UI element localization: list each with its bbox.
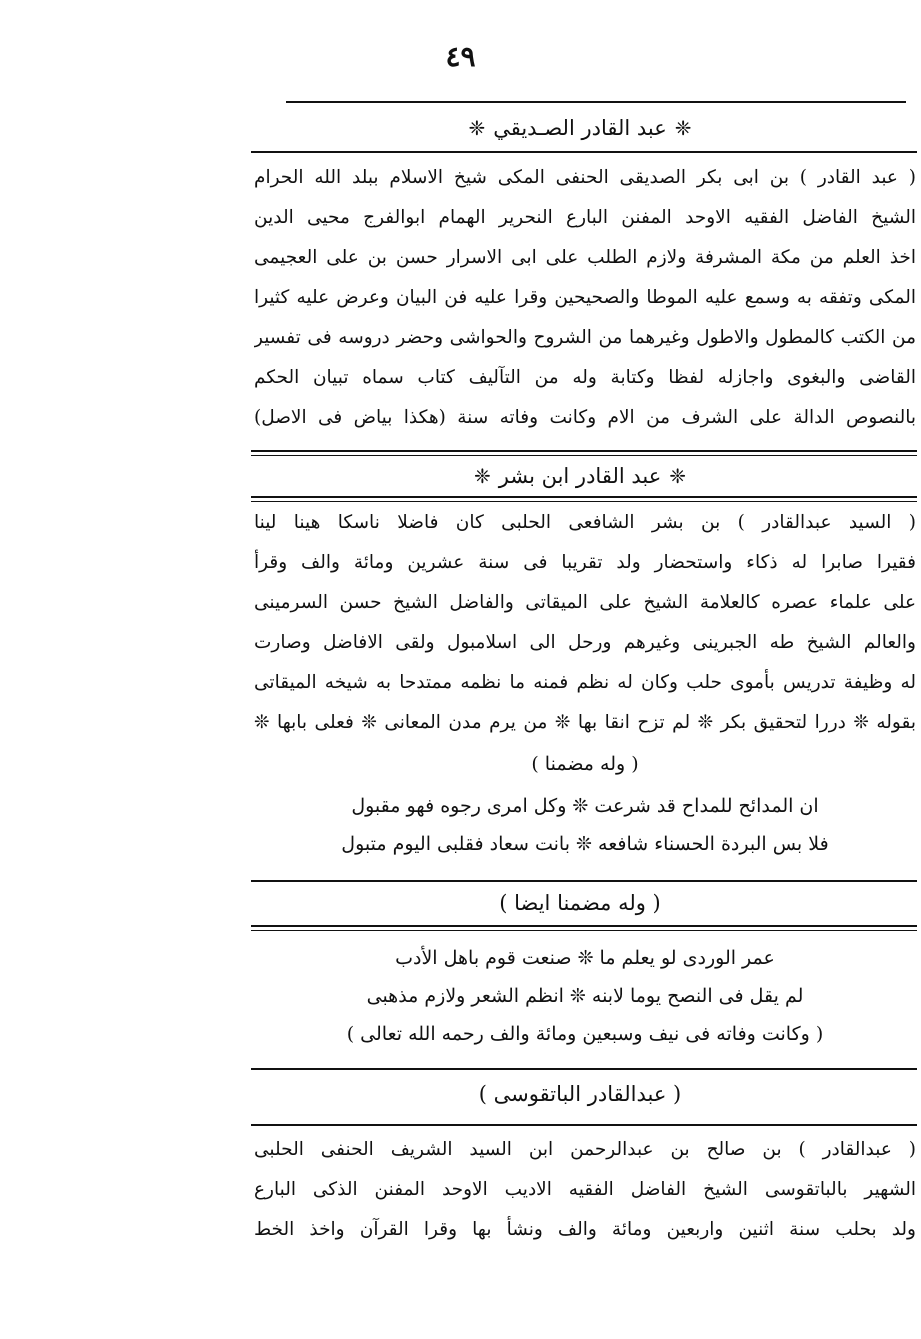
- poem-also-embedded: [254, 939, 916, 1053]
- heading-rule: [251, 925, 917, 927]
- text-line: ( عبدالقادر ) بن صالح بن عبدالرحمن ابن السيد الشريف الحنفى الحلبى: [254, 1139, 916, 1160]
- text-line: ( عبد القادر ) بن ابى بكر الصديقى الحنفى المكى شيخ الاسلام ببلد الله الحرام: [254, 167, 916, 188]
- text-line: بقوله ❊ دررا لتحقيق بكر ❊ لم تزح انقا بها ❊ من يرم مدن المعانى ❊ فعلى بابها ❊: [254, 712, 916, 733]
- biography-siddiqi: [254, 158, 916, 438]
- verse-line: عمر الوردى لو يعلم ما ❊ صنعت قوم باهل الأدب: [395, 947, 775, 969]
- section-rule: [251, 450, 917, 452]
- ornament-icon: ❈: [669, 464, 687, 488]
- ornament-icon: ❈: [473, 464, 491, 488]
- text-line: الشيخ الفاضل الفقيه الاوحد المفنن البارع النحرير الهمام ابوالفرج محيى الدين: [254, 207, 916, 228]
- text-line: الشهير بالباتقوسى الشيخ الفاضل الفقيه الاديب الاوحد المفنن الذكى البارع: [254, 1179, 916, 1200]
- text-line: بالنصوص الدالة على الشرف من الام وكانت وفاته سنة (هكذا بياض فى الاصل): [254, 407, 916, 428]
- biography-ibn-bishr: [254, 503, 916, 743]
- section-rule: [251, 455, 917, 456]
- heading-rule: [251, 1124, 917, 1126]
- poem-ibn-bishr: [254, 787, 916, 863]
- heading-text: ( وله مضمنا ايضا ): [499, 891, 661, 915]
- page-number: ٤٩: [445, 40, 476, 73]
- biography-batquusi: [254, 1130, 916, 1250]
- heading-rule: [251, 930, 917, 931]
- text-line: من الكتب كالمطول والاطول وغيرهما من الشروح والحواشى وحضر دروسه فى تفسير: [254, 327, 916, 348]
- text-line: اخذ العلم من مكة المشرفة ولازم الطلب على ابى الاسرار حسن بن على العجيمى: [254, 247, 916, 268]
- section-heading-ibn-bishr: [250, 461, 910, 491]
- verse-line: لم يقل فى النصح يوما لابنه ❊ انظم الشعر ولازم مذهبى: [366, 985, 804, 1007]
- text-line: ولد بحلب سنة اثنين واربعين ومائة والف ونشأ بها وقرا القرآن واخذ الخط: [254, 1219, 916, 1240]
- heading-rule: [251, 151, 917, 153]
- section-heading-batquusi: [250, 1079, 910, 1109]
- text-line: له وظيفة تدريس بأموى حلب وكان له نظم فمنه ما نظمه ممتدحا به شيخه الميقاتى: [254, 672, 916, 693]
- verse-line: ان المدائح للمداح قد شرعت ❊ وكل امرى رجوه فهو مقبول: [351, 795, 819, 817]
- verse-line: فلا بس البردة الحسناء شافعه ❊ بانت سعاد فقلبى اليوم متبول: [341, 833, 829, 855]
- section-rule: [251, 880, 917, 882]
- heading-rule: [251, 496, 917, 498]
- subheading-block: [254, 745, 916, 783]
- ornament-icon: ❈: [468, 116, 486, 140]
- subheading: ( وله مضمنا ): [531, 753, 639, 775]
- section-heading-siddiqi: [250, 113, 910, 143]
- heading-text: ( عبدالقادر الباتقوسى ): [478, 1082, 682, 1106]
- section-rule: [251, 1068, 917, 1070]
- section-heading-also-embedded: [250, 888, 910, 918]
- text-line: ( السيد عبدالقادر ) بن بشر الشافعى الحلبى كان فاضلا ناسكا هينا لينا: [254, 512, 916, 533]
- top-rule: [286, 101, 906, 103]
- text-line: فقيرا صابرا له ذكاء واستحضار ولد تقريبا فى سنة عشرين ومائة والف وقرأ: [254, 552, 916, 573]
- text-line: والعالم الشيخ طه الجبرينى وغيرهم ورحل الى اسلامبول ولقى الافاضل وصارت: [254, 632, 916, 653]
- verse-line: ( وكانت وفاته فى نيف وسبعين ومائة والف رحمه الله تعالى ): [346, 1023, 824, 1045]
- text-line: على علماء عصره كالعلامة الشيخ على الميقاتى والفاضل الشيخ حسن السرمينى: [254, 592, 916, 613]
- ornament-icon: ❈: [674, 116, 692, 140]
- heading-text: عبد القادر الصـديقي: [493, 116, 667, 140]
- text-line: القاضى والبغوى واجازله لفظا وكتابة وله من التآليف كتاب سماه تبيان الحكم: [254, 367, 916, 388]
- text-line: المكى وتفقه به وسمع عليه الموطا والصحيحين وقرا عليه فن البيان وعرض عليه كثيرا: [254, 287, 916, 308]
- heading-text: عبد القادر ابن بشر: [498, 464, 662, 488]
- heading-rule: [251, 501, 917, 502]
